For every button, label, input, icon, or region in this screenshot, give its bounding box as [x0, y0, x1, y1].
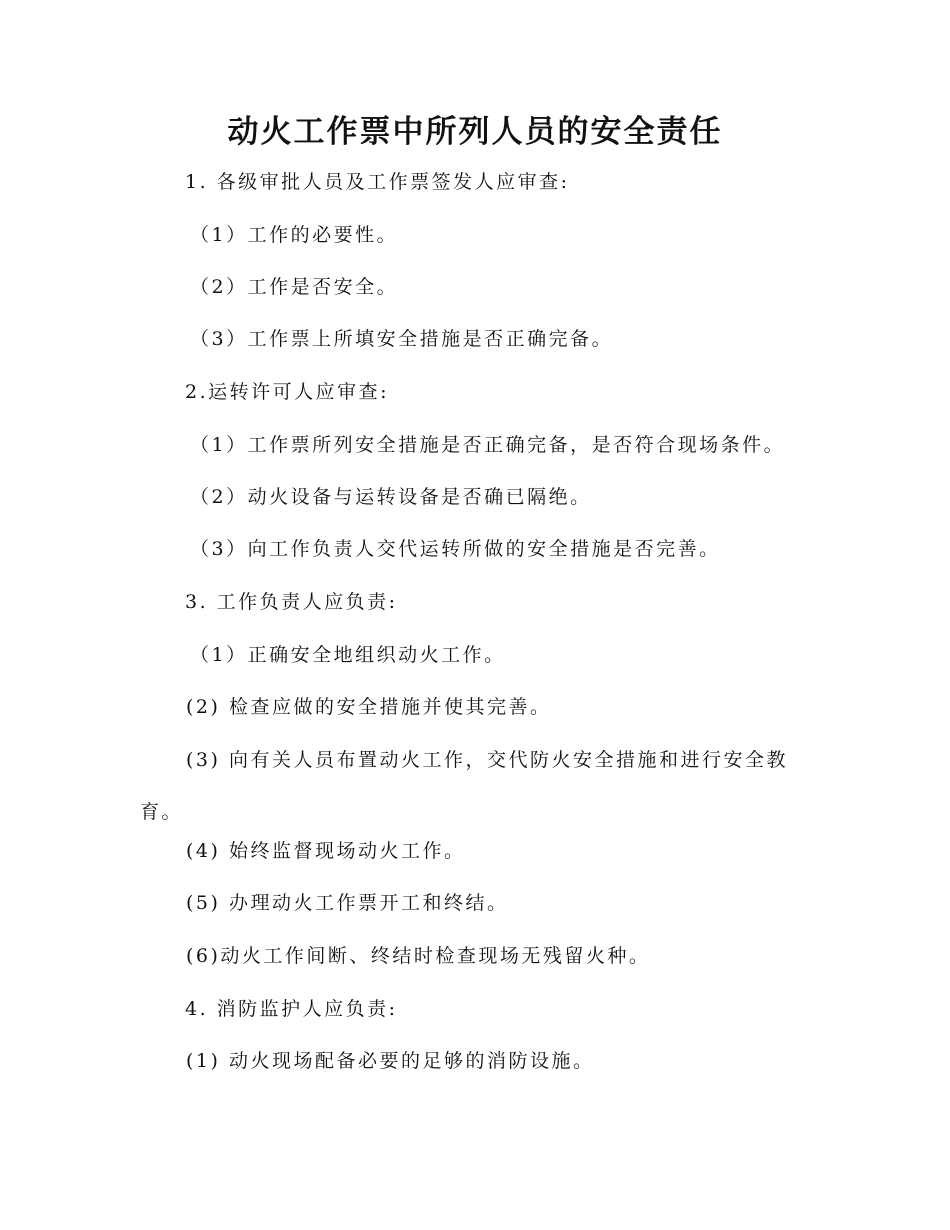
section-1-heading: 1. 各级审批人员及工作票签发人应审查: [185, 171, 570, 193]
section-3-item-3: (3) 向有关人员布置动火工作，交代防火安全措施和进行安全教育。 [140, 749, 788, 823]
section-1-item-3: （3）工作票上所填安全措施是否正确完备。 [190, 328, 614, 350]
section-2-heading: 2.运转许可人应审查: [185, 381, 390, 403]
section-3-item-5: (5) 办理动火工作票开工和终结。 [186, 892, 509, 914]
section-1-item-1: （1）工作的必要性。 [190, 224, 399, 246]
section-3-item-1: （1）正确安全地组织动火工作。 [190, 644, 506, 666]
section-3-item-6: (6)动火工作间断、终结时检查现场无残留火种。 [186, 945, 651, 967]
document-title: 动火工作票中所列人员的安全责任 [227, 114, 723, 150]
section-4-heading: 4. 消防监护人应负责: [185, 998, 398, 1020]
section-3-item-2: (2) 检查应做的安全措施并使其完善。 [186, 696, 552, 718]
section-4-item-1: (1) 动火现场配备必要的足够的消防设施。 [186, 1050, 595, 1072]
section-3-item-4: (4) 始终监督现场动火工作。 [186, 840, 466, 862]
section-2-item-2: （2）动火设备与运转设备是否确已隔绝。 [190, 486, 592, 508]
section-2-item-3: （3）向工作负责人交代运转所做的安全措施是否完善。 [190, 538, 721, 560]
section-1-item-2: （2）工作是否安全。 [190, 276, 399, 298]
section-3-heading: 3. 工作负责人应负责: [185, 591, 398, 613]
section-2-item-1: （1）工作票所列安全措施是否正确完备，是否符合现场条件。 [190, 434, 786, 456]
